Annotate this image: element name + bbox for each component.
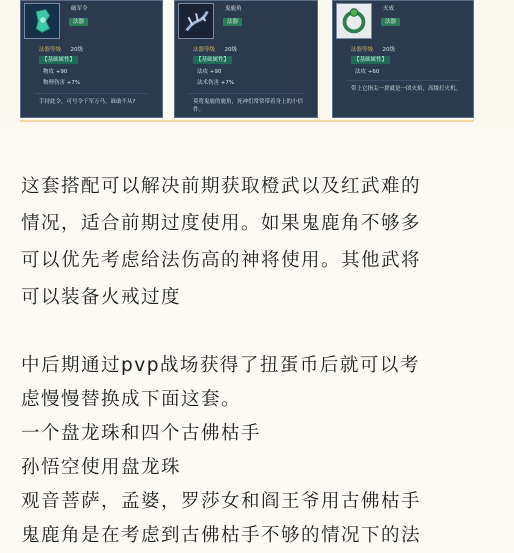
paragraph-line: 可以装备火戒过度: [21, 287, 182, 308]
level-row: [193, 46, 237, 54]
stat-line: 法术伤害 +7%: [197, 80, 235, 86]
level-value: 20级: [382, 47, 396, 53]
stat-line: 法攻 +90: [197, 69, 222, 75]
item-card-pojunling[interactable]: [20, 0, 163, 118]
item-card-guiluijiao[interactable]: [174, 0, 318, 118]
level-label: 法器等级: [39, 47, 62, 53]
item-name: 火戒: [383, 6, 395, 12]
divider: [35, 93, 148, 94]
stat-line: 物理伤害 +7%: [43, 80, 81, 86]
paragraph-line: 鬼鹿角是在考虑到古佛枯手不够的情况下的法: [21, 525, 422, 546]
item-description: 莫将鬼鹿的鹿角，死神们常常带着身上的小信件。: [193, 99, 304, 113]
item-type-badge: 法器: [223, 18, 242, 26]
paragraph-line: 一个盘龙珠和四个古佛枯手: [21, 423, 262, 444]
antler-icon: [178, 3, 214, 39]
paragraph-line: 情况，适合前期过度使用。如果鬼鹿角不够多: [21, 213, 422, 234]
item-name: 破军令: [71, 6, 88, 12]
item-name: 鬼鹿角: [225, 6, 242, 12]
section-title: 【基础属性】: [193, 56, 232, 64]
section-title: 【基础属性】: [39, 56, 78, 64]
banner-underline: [20, 120, 474, 122]
paragraph-line: 虑慢慢替换成下面这套。: [21, 389, 242, 410]
level-row: [39, 46, 83, 54]
token-icon: [24, 3, 60, 39]
card-header: [21, 1, 162, 41]
stat-line: 物攻 +90: [43, 69, 68, 75]
divider: [189, 93, 303, 94]
item-type-badge: 法器: [69, 18, 88, 26]
paragraph-line: 这套搭配可以解决前期获取橙武以及红武难的: [21, 176, 422, 197]
item-description: 手持此令，可号令千军万马，谁敢不从?: [39, 99, 136, 105]
stat-line: 法攻 +60: [355, 69, 380, 75]
item-card-huojie[interactable]: [332, 0, 474, 118]
level-row: [351, 46, 395, 54]
item-description: 带上它指尖一搓就是一团火焰，高级打火机。: [351, 86, 462, 92]
level-label: 法器等级: [193, 47, 216, 53]
item-type-badge: 法器: [381, 18, 400, 26]
section-title: 【基础属性】: [351, 56, 390, 64]
paragraph-line: 中后期通过pvp战场获得了扭蛋币后就可以考: [21, 355, 420, 376]
level-value: 20级: [224, 47, 238, 53]
paragraph-line: 观音菩萨，孟婆，罗莎女和阎王爷用古佛枯手: [21, 491, 422, 512]
paragraph-line: 孙悟空使用盘龙珠: [21, 457, 182, 478]
level-value: 20级: [70, 47, 84, 53]
ring-icon: [336, 3, 372, 39]
paragraph-line: 可以优先考虑给法伤高的神将使用。其他武将: [21, 250, 422, 271]
card-header: [333, 1, 473, 41]
level-label: 法器等级: [351, 47, 374, 53]
divider: [347, 80, 459, 81]
card-header: [175, 1, 317, 41]
